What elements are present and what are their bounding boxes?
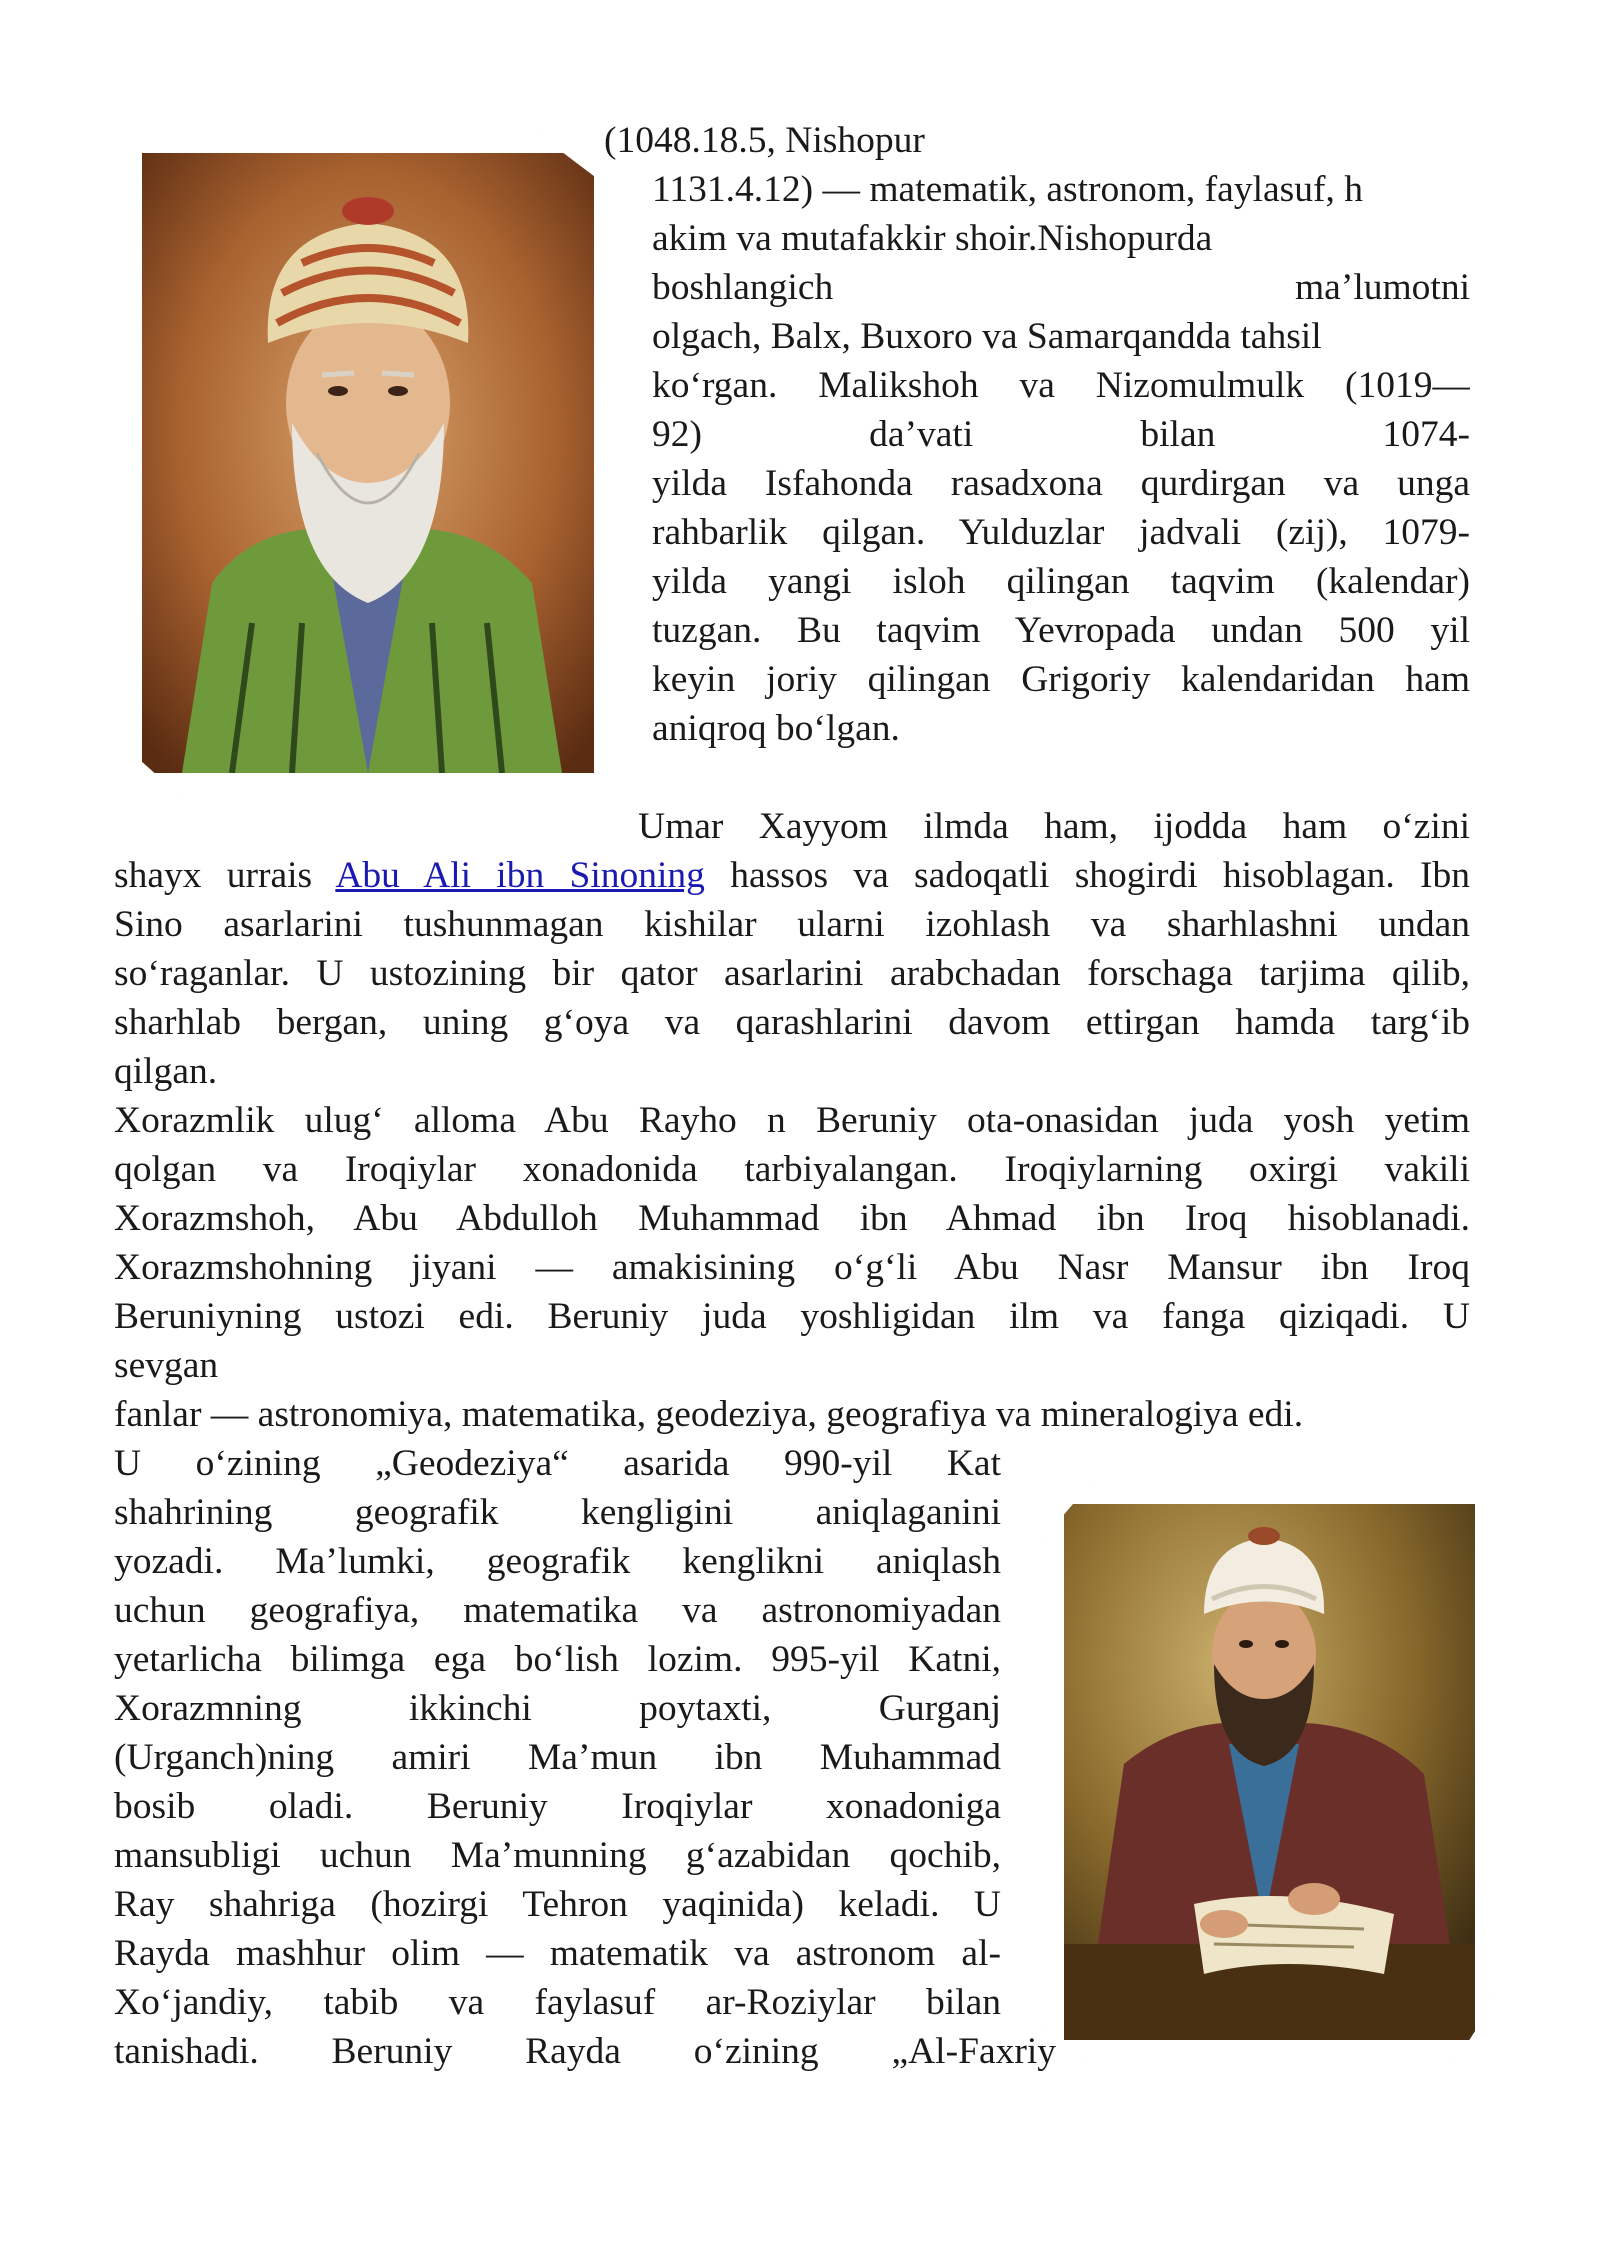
text-line: qilgan. (114, 1051, 218, 1092)
text-line: (Urganch)ning amiri Ma’mun ibn Muhammad (114, 1737, 1001, 1778)
text-line: Xorazmlik ulug‘ alloma Abu Rayho n Beruniy ota-onasidan juda yosh yetim (114, 1100, 1470, 1141)
text-line: 1131.4.12) — matematik, astronom, faylasuf, h (652, 169, 1363, 210)
text-line: sharhlab bergan, uning g‘oya va qarashlarini davom ettirgan hamda targ‘ib (114, 1002, 1470, 1043)
text-line: Xorazmshoh, Abu Abdulloh Muhammad ibn Ahmad ibn Iroq hisoblanadi. (114, 1198, 1470, 1239)
text-line: Xorazmning ikkinchi poytaxti, Gurganj (114, 1688, 1001, 1729)
text-line: yilda yangi isloh qilingan taqvim (kalendar) (652, 561, 1470, 602)
text-line: Ray shahriga (hozirgi Tehron yaqinida) keladi. U (114, 1884, 1001, 1925)
portrait-painting-umar (142, 153, 594, 773)
text-line: yilda Isfahonda rasadxona qurdirgan va unga (652, 463, 1470, 504)
text-line: Xorazmshohning jiyani — amakisining o‘g‘li Abu Nasr Mansur ibn Iroq (114, 1247, 1470, 1288)
text-line: keyin joriy qilingan Grigoriy kalendaridan ham (652, 659, 1470, 700)
text-line: 92) da’vati bilan 1074- (652, 414, 1470, 455)
text-line: sevgan (114, 1345, 219, 1386)
text-line: tuzgan. Bu taqvim Yevropada undan 500 yil (652, 610, 1470, 651)
text-line: (1048.18.5, Nishopur (604, 120, 925, 161)
text-line (114, 851, 1470, 900)
text-line: so‘raganlar. U ustozining bir qator asarlarini arabchadan forschaga tarjima qilib, (114, 953, 1470, 994)
text-line: boshlangich ma’lumotni (652, 267, 1470, 308)
text-line: uchun geografiya, matematika va astronomiyadan (114, 1590, 1001, 1631)
text-line: yozadi. Ma’lumki, geografik kenglikni aniqlash (114, 1541, 1001, 1582)
text-line: yetarlicha bilimga ega bo‘lish lozim. 995-yil Katni, (114, 1639, 1001, 1680)
text-line: olgach, Balx, Buxoro va Samarqandda tahsil (652, 316, 1322, 357)
scholar-portrait-image (142, 153, 594, 773)
portrait-frame-bottom (1042, 1482, 1496, 2062)
text-line: Sino asarlarini tushunmagan kishilar ularni izohlash va sharhlashni undan (114, 904, 1470, 945)
text-line: aniqroq bo‘lgan. (652, 708, 900, 749)
portrait-frame-top (122, 133, 616, 797)
text-line: Xo‘jandiy, tabib va faylasuf ar-Roziylar bilan (114, 1982, 1001, 2023)
text-line: ko‘rgan. Malikshoh va Nizomulmulk (1019— (652, 365, 1470, 406)
text-line: qolgan va Iroqiylar xonadonida tarbiyalangan. Iroqiylarning oxirgi vakili (114, 1149, 1470, 1190)
text-line: U o‘zining „Geodeziya“ asarida 990-yil Kat (114, 1443, 1001, 1484)
text-line: mansubligi uchun Ma’munning g‘azabidan qochib, (114, 1835, 1001, 1876)
scholar-portrait-image (1064, 1504, 1475, 2040)
text-line: Rayda mashhur olim — matematik va astronom al- (114, 1933, 1001, 1974)
text-line: rahbarlik qilgan. Yulduzlar jadvali (zij), 1079- (652, 512, 1470, 553)
text-span: hassos va sadoqatli shogirdi hisoblagan. Ibn (704, 855, 1470, 896)
text-line: Umar Xayyom ilmda ham, ijodda ham o‘zini (638, 806, 1470, 847)
ibn-sino-link[interactable]: Abu Ali ibn Sinoning (335, 855, 705, 896)
text-line: Beruniyning ustozi edi. Beruniy juda yoshligidan ilm va fanga qiziqadi. U (114, 1296, 1470, 1337)
text-line: tanishadi. Beruniy Rayda o‘zining „Al-Faxriy (114, 2031, 1056, 2072)
text-line: fanlar — astronomiya, matematika, geodeziya, geografiya va mineralogiya edi. (114, 1394, 1304, 1435)
portrait-painting-beruniy (1064, 1504, 1475, 2040)
text-span: shayx urrais (114, 855, 336, 896)
text-line: akim va mutafakkir shoir.Nishopurda (652, 218, 1213, 259)
text-line: bosib oladi. Beruniy Iroqiylar xonadoniga (114, 1786, 1001, 1827)
text-line: shahrining geografik kengligini aniqlaganini (114, 1492, 1001, 1533)
